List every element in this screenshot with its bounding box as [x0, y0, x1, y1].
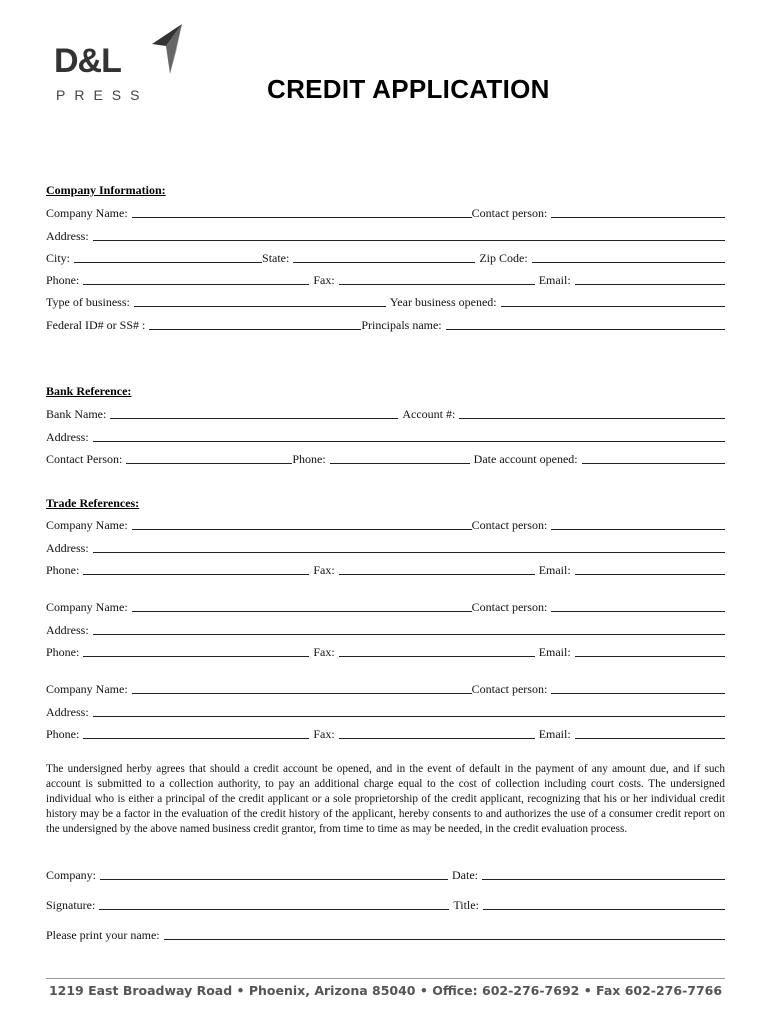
trade-ref-3-company-row: [46, 680, 725, 696]
footer-divider: [46, 978, 725, 979]
email-field[interactable]: [575, 272, 725, 285]
row-federal-id: [46, 316, 725, 332]
trade-3-company-name-field[interactable]: [132, 681, 472, 694]
label-address: Address:: [46, 229, 89, 243]
label-trade-contact-person: Contact person:: [471, 600, 548, 614]
section-heading-company-info: Company Information:: [46, 183, 166, 197]
label-state: State:: [262, 251, 290, 265]
label-date-opened: Date account opened:: [473, 452, 578, 466]
row-business-type: [46, 293, 725, 309]
principals-name-field[interactable]: [446, 317, 725, 330]
federal-id-field[interactable]: [149, 317, 361, 330]
type-of-business-field[interactable]: [134, 294, 386, 307]
label-email: Email:: [538, 273, 571, 287]
trade-3-email-field[interactable]: [575, 726, 725, 739]
trade-ref-1-contact-row: [46, 561, 725, 577]
trade-3-fax-field[interactable]: [339, 726, 535, 739]
signature-field[interactable]: [99, 897, 449, 910]
print-name-field[interactable]: [164, 927, 725, 940]
label-trade-address: Address:: [46, 541, 89, 555]
label-trade-company-name: Company Name:: [46, 600, 128, 614]
trade-ref-3-address-row: [46, 703, 725, 719]
trade-1-fax-field[interactable]: [339, 562, 535, 575]
trade-ref-1-address-row: [46, 539, 725, 555]
paper-plane-icon: [150, 22, 184, 78]
label-bank-contact-person: Contact Person:: [46, 452, 123, 466]
label-trade-email: Email:: [538, 727, 571, 741]
row-signature: [46, 896, 725, 912]
label-trade-phone: Phone:: [46, 563, 80, 577]
label-sig-date: Date:: [452, 868, 478, 882]
state-field[interactable]: [293, 250, 475, 263]
trade-2-company-name-field[interactable]: [132, 599, 472, 612]
trade-3-contact-person-field[interactable]: [551, 681, 725, 694]
footer-address: 1219 East Broadway Road • Phoenix, Arizona 85040 • Office: 602-276-7692 • Fax 602-276-7766: [48, 983, 723, 998]
row-city-state-zip: [46, 249, 725, 265]
label-bank-name: Bank Name:: [46, 407, 107, 421]
trade-2-phone-field[interactable]: [83, 644, 309, 657]
trade-2-contact-person-field[interactable]: [551, 599, 725, 612]
label-trade-fax: Fax:: [313, 645, 335, 659]
row-company-name: [46, 204, 725, 220]
label-year-opened: Year business opened:: [389, 295, 497, 309]
bank-name-field[interactable]: [110, 406, 398, 419]
trade-1-email-field[interactable]: [575, 562, 725, 575]
label-trade-contact-person: Contact person:: [471, 518, 548, 532]
sig-company-field[interactable]: [100, 867, 448, 880]
row-address: [46, 227, 725, 243]
trade-ref-1-company-row: [46, 516, 725, 532]
trade-3-phone-field[interactable]: [83, 726, 309, 739]
fax-field[interactable]: [339, 272, 535, 285]
label-phone: Phone:: [46, 273, 80, 287]
section-heading-bank-reference: Bank Reference:: [46, 384, 132, 398]
label-trade-fax: Fax:: [313, 563, 335, 577]
company-name-field[interactable]: [132, 205, 472, 218]
label-trade-fax: Fax:: [313, 727, 335, 741]
city-field[interactable]: [74, 250, 262, 263]
label-trade-address: Address:: [46, 623, 89, 637]
label-type-of-business: Type of business:: [46, 295, 130, 309]
label-zip: Zip Code:: [479, 251, 528, 265]
label-print-name: Please print your name:: [46, 928, 160, 942]
zip-field[interactable]: [532, 250, 725, 263]
account-field[interactable]: [459, 406, 725, 419]
label-contact-person: Contact person:: [471, 206, 548, 220]
logo-sub-text: PRESS: [56, 87, 149, 103]
label-fax: Fax:: [313, 273, 335, 287]
trade-1-contact-person-field[interactable]: [551, 517, 725, 530]
trade-ref-2-contact-row: [46, 643, 725, 659]
trade-1-address-field[interactable]: [93, 540, 725, 553]
bank-phone-field[interactable]: [330, 451, 470, 464]
row-signature-company: [46, 866, 725, 882]
label-trade-phone: Phone:: [46, 645, 80, 659]
page-title: CREDIT APPLICATION: [267, 74, 550, 104]
label-trade-email: Email:: [538, 645, 571, 659]
trade-2-address-field[interactable]: [93, 622, 725, 635]
agreement-text: The undersigned herby agrees that should a credit account be opened, and in the event of default in the payment of any amount due, and if such account is submitted to a collection authority, to pay an additional charge equal to the cost of collection including court costs. The undersigned individual who is either a principal of the credit applicant or a sole proprietorship of the credit applicant, recognizing that his or her individual credit history may be a factor in the evaluation of the credit history of the applicant, hereby consents to and authorizes the use of a consumer credit report on the undersigned by the above named business credit grantor, from time to time as may be needed, in the credit evaluation process.: [46, 763, 725, 835]
label-trade-email: Email:: [538, 563, 571, 577]
label-trade-company-name: Company Name:: [46, 518, 128, 532]
label-sig-company: Company:: [46, 868, 96, 882]
row-print-name: [46, 926, 725, 942]
sig-date-field[interactable]: [482, 867, 725, 880]
company-logo: [54, 22, 184, 102]
label-signature: Signature:: [46, 898, 96, 912]
label-city: City:: [46, 251, 71, 265]
label-federal-id: Federal ID# or SS# :: [46, 318, 146, 332]
contact-person-field[interactable]: [551, 205, 725, 218]
row-phone-fax-email: [46, 271, 725, 287]
trade-ref-2-address-row: [46, 621, 725, 637]
label-bank-address: Address:: [46, 430, 89, 444]
section-heading-trade-references: Trade References:: [46, 496, 140, 510]
label-company-name: Company Name:: [46, 206, 128, 220]
bank-address-field[interactable]: [93, 429, 725, 442]
row-bank-name: [46, 405, 725, 421]
address-field[interactable]: [93, 228, 725, 241]
label-trade-contact-person: Contact person:: [471, 682, 548, 696]
year-opened-field[interactable]: [501, 294, 725, 307]
trade-1-company-name-field[interactable]: [132, 517, 472, 530]
label-principals-name: Principals name:: [361, 318, 442, 332]
label-title: Title:: [453, 898, 479, 912]
trade-1-phone-field[interactable]: [83, 562, 309, 575]
trade-2-fax-field[interactable]: [339, 644, 535, 657]
trade-ref-3-contact-row: [46, 725, 725, 741]
label-trade-address: Address:: [46, 705, 89, 719]
phone-field[interactable]: [83, 272, 309, 285]
trade-ref-2-company-row: [46, 598, 725, 614]
trade-3-address-field[interactable]: [93, 704, 725, 717]
trade-2-email-field[interactable]: [575, 644, 725, 657]
row-bank-address: [46, 428, 725, 444]
label-bank-phone: Phone:: [292, 452, 326, 466]
label-account: Account #:: [402, 407, 456, 421]
date-opened-field[interactable]: [582, 451, 725, 464]
logo-main-text: D&L: [54, 42, 121, 80]
title-field[interactable]: [483, 897, 725, 910]
bank-contact-person-field[interactable]: [126, 451, 292, 464]
label-trade-phone: Phone:: [46, 727, 80, 741]
row-bank-contact: [46, 450, 725, 466]
label-trade-company-name: Company Name:: [46, 682, 128, 696]
